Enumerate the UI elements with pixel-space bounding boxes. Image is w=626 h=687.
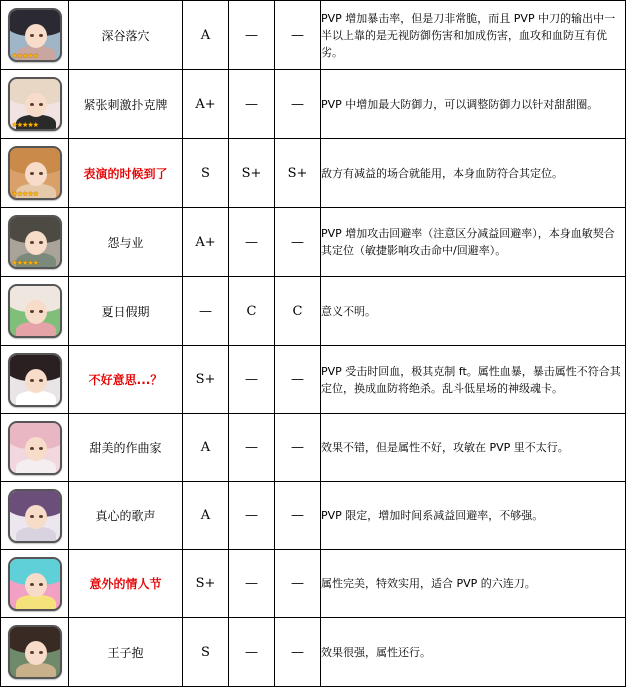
card-eye	[30, 651, 34, 654]
rating-2: C	[229, 277, 275, 346]
card-body	[16, 322, 56, 338]
table-row	[1, 550, 626, 618]
rating-1: A+	[183, 208, 229, 277]
card-face	[25, 231, 47, 255]
icon-cell	[1, 414, 69, 482]
card-eye	[30, 172, 34, 175]
rarity-stars-icon: ★★★★★	[11, 190, 38, 198]
rating-3: C	[275, 277, 321, 346]
table-row	[1, 277, 626, 346]
rating-1: A	[183, 1, 229, 70]
rating-2: S+	[229, 139, 275, 208]
icon-cell	[1, 208, 69, 277]
rating-2: —	[229, 346, 275, 414]
card-icon	[8, 557, 62, 611]
card-name: 表演的时候到了	[69, 139, 183, 208]
card-icon	[8, 625, 62, 679]
rarity-stars-icon: ★★★★★	[11, 52, 38, 60]
card-eye	[39, 103, 43, 106]
table-row	[1, 70, 626, 139]
card-name: 不好意思...？	[69, 346, 183, 414]
rating-3: —	[275, 414, 321, 482]
rating-3: —	[275, 346, 321, 414]
card-face	[25, 641, 47, 665]
card-icon	[8, 421, 62, 475]
card-face	[25, 505, 47, 529]
card-eye	[30, 515, 34, 518]
card-name: 真心的歌声	[69, 482, 183, 550]
tier-table-body	[1, 1, 626, 687]
rating-3: —	[275, 1, 321, 70]
rating-1: S+	[183, 550, 229, 618]
card-body	[16, 459, 56, 475]
card-eye	[30, 379, 34, 382]
card-icon	[8, 353, 62, 407]
table-row	[1, 1, 626, 70]
card-icon	[8, 8, 62, 62]
rating-3: —	[275, 70, 321, 139]
card-body	[16, 595, 56, 611]
card-face	[25, 573, 47, 597]
table-row	[1, 346, 626, 414]
card-description: 意义不明。	[321, 277, 626, 346]
rating-3: —	[275, 550, 321, 618]
rating-1: —	[183, 277, 229, 346]
card-description: 效果很强，属性还行。	[321, 618, 626, 687]
rating-3: —	[275, 482, 321, 550]
rating-1: S+	[183, 346, 229, 414]
card-name: 意外的情人节	[69, 550, 183, 618]
card-icon	[8, 77, 62, 131]
card-description: 敌方有减益的场合就能用，本身血防符合其定位。	[321, 139, 626, 208]
rating-2: —	[229, 482, 275, 550]
rating-1: A	[183, 414, 229, 482]
rating-2: —	[229, 414, 275, 482]
table-row	[1, 414, 626, 482]
card-body	[16, 391, 56, 407]
icon-cell	[1, 618, 69, 687]
icon-cell	[1, 346, 69, 414]
card-name: 夏日假期	[69, 277, 183, 346]
card-eye	[39, 447, 43, 450]
card-description: PVP 中增加最大防御力，可以调整防御力以针对甜甜圈。	[321, 70, 626, 139]
rating-1: S	[183, 139, 229, 208]
card-icon	[8, 215, 62, 269]
icon-cell	[1, 139, 69, 208]
table-row	[1, 139, 626, 208]
rating-1: A	[183, 482, 229, 550]
card-eye	[39, 583, 43, 586]
card-icon	[8, 284, 62, 338]
card-eye	[39, 651, 43, 654]
card-eye	[39, 379, 43, 382]
rating-3: S+	[275, 139, 321, 208]
card-description: PVP 限定，增加时间系减益回避率，不够强。	[321, 482, 626, 550]
rating-2: —	[229, 550, 275, 618]
card-name: 怨与业	[69, 208, 183, 277]
card-icon	[8, 489, 62, 543]
icon-cell	[1, 277, 69, 346]
card-name: 深谷落穴	[69, 1, 183, 70]
card-name: 甜美的作曲家	[69, 414, 183, 482]
rating-2: —	[229, 70, 275, 139]
card-description: PVP 增加攻击回避率（注意区分减益回避率），本身血敏契合其定位（敏捷影响攻击命中/回避率）。	[321, 208, 626, 277]
icon-cell	[1, 1, 69, 70]
card-face	[25, 162, 47, 186]
card-face	[25, 369, 47, 393]
card-face	[25, 24, 47, 48]
card-description: PVP 受击时回血，极其克制 ft。属性血暴，暴击属性不符合其定位，换成血防将绝杀。乱斗低星场的神级魂卡。	[321, 346, 626, 414]
icon-cell	[1, 70, 69, 139]
card-body	[16, 527, 56, 543]
card-face	[25, 300, 47, 324]
card-body	[16, 663, 56, 679]
rating-1: A+	[183, 70, 229, 139]
card-eye	[39, 310, 43, 313]
card-eye	[30, 103, 34, 106]
card-eye	[30, 583, 34, 586]
icon-cell	[1, 550, 69, 618]
icon-cell	[1, 482, 69, 550]
card-face	[25, 93, 47, 117]
rating-3: —	[275, 208, 321, 277]
card-eye	[39, 241, 43, 244]
card-eye	[39, 34, 43, 37]
table-row	[1, 482, 626, 550]
rating-2: —	[229, 618, 275, 687]
rating-3: —	[275, 618, 321, 687]
table-row	[1, 618, 626, 687]
card-description: PVP 增加暴击率，但是刀非常脆，而且 PVP 中刀的输出中一半以上靠的是无视防御伤害和加成伤害，血攻和血防互有优劣。	[321, 1, 626, 70]
card-description: 效果不错，但是属性不好，攻敏在 PVP 里不太行。	[321, 414, 626, 482]
table-row	[1, 208, 626, 277]
card-eye	[39, 515, 43, 518]
card-eye	[30, 447, 34, 450]
card-name: 紧张刺激扑克牌	[69, 70, 183, 139]
card-eye	[30, 241, 34, 244]
card-name: 王子抱	[69, 618, 183, 687]
card-eye	[30, 310, 34, 313]
rating-2: —	[229, 208, 275, 277]
rating-1: S	[183, 618, 229, 687]
rarity-stars-icon: ★★★★★	[11, 259, 38, 267]
rating-2: —	[229, 1, 275, 70]
rarity-stars-icon: ★★★★★	[11, 121, 38, 129]
card-description: 属性完美，特效实用，适合 PVP 的六连刀。	[321, 550, 626, 618]
card-eye	[30, 34, 34, 37]
card-icon	[8, 146, 62, 200]
card-face	[25, 437, 47, 461]
card-eye	[39, 172, 43, 175]
